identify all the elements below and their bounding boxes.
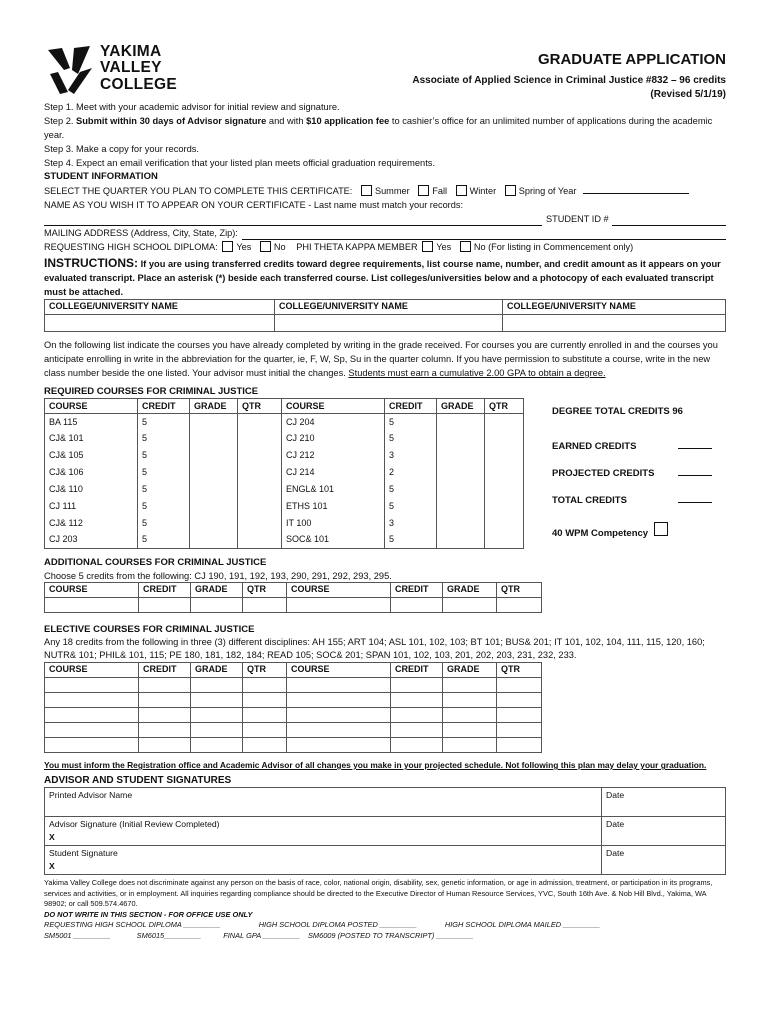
qtr-cell[interactable] [238,481,282,498]
grade-cell[interactable] [190,532,238,549]
qtr-cell[interactable] [497,693,542,708]
step-2 [44,114,726,142]
grade-instructions [44,338,726,380]
signatures-table [44,787,726,875]
credit-cell[interactable] [139,678,191,693]
earned-label: EARNED CREDITS [552,441,637,453]
course-cell[interactable] [287,693,391,708]
office-use-section [44,910,726,942]
credit-value: 5 [138,464,190,481]
winter-checkbox[interactable] [456,185,467,196]
qtr-cell[interactable] [485,431,524,448]
quarter-row [44,184,726,198]
credit-cell[interactable] [391,597,443,612]
step-3: Step 3. Make a copy for your records. [44,144,200,154]
credit-cell[interactable] [391,738,443,753]
col-header: GRADE [191,663,243,678]
grade-cell[interactable] [443,723,497,738]
col-header: GRADE [437,399,485,414]
course-cell[interactable] [287,723,391,738]
qtr-cell[interactable] [497,678,542,693]
office-field-sm6009: SM6009 (POSTED TO TRANSCRIPT) _________ [308,930,474,940]
office-field-diploma-mailed: HIGH SCHOOL DIPLOMA MAILED _________ [444,920,601,930]
grade-cell[interactable] [437,498,485,515]
date-label: Date [606,790,625,801]
degree-total-label: DEGREE TOTAL CREDITS 96 [552,406,683,418]
program-subtitle: Associate of Applied Science in Criminal Justice #832 – 96 credits [412,74,726,86]
col-header: GRADE [443,663,497,678]
col-header: CREDIT [139,663,191,678]
step-1: Step 1. Meet with your academic advisor for initial review and signature. [44,102,340,112]
wpm-checkbox[interactable] [654,522,668,536]
col-header: COURSE [287,663,391,678]
table-row [45,532,524,549]
diploma-yes-label: Yes [236,242,252,252]
fall-label: Fall [432,186,448,196]
additional-heading: ADDITIONAL COURSES FOR CRIMINAL JUSTICE [44,557,267,569]
year-field[interactable] [583,184,689,194]
col-header: COURSE [287,582,391,597]
grade-cell[interactable] [443,693,497,708]
grade-cell[interactable] [190,481,238,498]
summer-label: Summer [374,186,410,196]
instructions-heading: INSTRUCTIONS: [44,256,138,270]
logo-line-1: YAKIMA [100,43,162,60]
projected-label: PROJECTED CREDITS [552,468,655,480]
table-row [45,708,542,723]
diploma-row [44,240,726,254]
name-label: NAME AS YOU WISH IT TO APPEAR ON YOUR CERTIFICATE - Last name must match your records: [44,200,463,210]
qtr-cell[interactable] [497,738,542,753]
office-field-final-gpa: FINAL GPA _________ [223,930,300,940]
qtr-cell[interactable] [497,723,542,738]
qtr-cell[interactable] [238,414,282,431]
grade-cell[interactable] [190,498,238,515]
total-field[interactable] [678,502,712,503]
ptk-no-checkbox[interactable] [460,241,471,252]
signature-x-mark: X [49,861,55,872]
gpa-requirement: Students must earn a cumulative 2.00 GPA to obtain a degree. [348,368,606,378]
credit-cell[interactable] [139,738,191,753]
table-row [45,693,542,708]
col-header: COURSE [45,663,139,678]
college-header-2: COLLEGE/UNIVERSITY NAME [275,300,503,315]
qtr-cell[interactable] [485,481,524,498]
student-signature-field[interactable] [45,846,602,875]
grade-cell[interactable] [437,414,485,431]
course-name: ENGL& 101 [282,481,385,498]
col-header: CREDIT [385,399,437,414]
elective-text: Any 18 credits from the following in three (3) different disciplines: AH 155; ART 104; ASL 101, 102, 103; BT 101; BUS& 201; IT 101, 102, 104, 111, 115, 120, 160; NUTR& 101; PHIL& 101, 115; PE 180, 181, 182, 184; READ 105; SOC& 201; SPAN 101, 102, 103, 201, 202, 203, 231, 232, 233. [44,637,705,661]
earned-field[interactable] [678,448,712,449]
qtr-cell[interactable] [485,515,524,532]
course-name: CJ 203 [45,532,138,549]
col-header: CREDIT [139,582,191,597]
college-header-3: COLLEGE/UNIVERSITY NAME [503,300,726,315]
required-header-row [45,399,524,414]
course-cell[interactable] [287,597,391,612]
credit-value: 5 [385,498,437,515]
qtr-cell[interactable] [485,498,524,515]
student-id-label: STUDENT ID # [546,214,609,224]
mailing-field[interactable] [242,230,726,240]
college-logo [44,44,177,96]
wpm-label: 40 WPM Competency [552,528,649,540]
required-courses-table [44,398,524,549]
name-id-row [44,212,726,226]
date-field[interactable] [602,788,726,817]
col-header: QTR [497,582,542,597]
qtr-cell[interactable] [238,464,282,481]
qtr-cell[interactable] [485,414,524,431]
wpm-row [552,522,726,549]
summer-checkbox[interactable] [361,185,372,196]
steps-list [44,100,726,170]
revised-date: (Revised 5/1/19) [650,88,726,100]
college-table [44,299,726,332]
grade-cell[interactable] [191,738,243,753]
credit-value: 5 [385,481,437,498]
col-header: GRADE [443,582,497,597]
ptk-label: PHI THETA KAPPA MEMBER [296,242,418,252]
office-use-heading: DO NOT WRITE IN THIS SECTION - FOR OFFICE USE ONLY [44,909,253,919]
course-name: CJ 204 [282,414,385,431]
table-row [45,678,542,693]
col-header: GRADE [190,399,238,414]
office-row-2 [44,931,726,942]
credit-value: 5 [138,498,190,515]
ptk-yes-label: Yes [436,242,452,252]
date-field[interactable] [602,817,726,846]
name-field[interactable] [44,216,542,226]
date-field[interactable] [602,846,726,875]
credit-cell[interactable] [139,723,191,738]
grade-cell[interactable] [443,738,497,753]
col-header: QTR [243,582,287,597]
col-header: COURSE [45,399,138,414]
signature-x-mark: X [49,832,55,843]
total-row [552,495,726,522]
qtr-cell[interactable] [243,738,287,753]
college-cell-1[interactable] [45,315,275,332]
grade-cell[interactable] [190,464,238,481]
qtr-cell[interactable] [243,693,287,708]
qtr-cell[interactable] [497,708,542,723]
projected-row [552,468,726,495]
credit-value: 5 [385,532,437,549]
qtr-cell[interactable] [485,464,524,481]
date-label: Date [606,848,625,859]
diploma-label: REQUESTING HIGH SCHOOL DIPLOMA: [44,242,218,252]
course-name: IT 100 [282,515,385,532]
course-cell[interactable] [287,678,391,693]
col-header: COURSE [45,582,139,597]
student-id-field[interactable] [612,216,726,226]
diploma-no-checkbox[interactable] [260,241,271,252]
col-header: GRADE [191,582,243,597]
grade-cell[interactable] [443,597,497,612]
degree-total-row [552,406,726,433]
course-cell[interactable] [45,738,139,753]
credit-value: 5 [138,414,190,431]
grade-cell[interactable] [190,448,238,465]
additional-text: Choose 5 credits from the following: CJ 190, 191, 192, 193, 290, 291, 292, 293, 295. [44,570,392,581]
course-name: CJ& 112 [45,515,138,532]
table-row [45,498,524,515]
college-cell-3[interactable] [503,315,726,332]
table-row [45,464,524,481]
credit-value: 2 [385,464,437,481]
total-label: TOTAL CREDITS [552,495,627,507]
logo-line-3: COLLEGE [100,75,178,93]
course-cell[interactable] [287,738,391,753]
course-name: CJ& 106 [45,464,138,481]
table-row [45,738,542,753]
fall-checkbox[interactable] [418,185,429,196]
quarter-label: SELECT THE QUARTER YOU PLAN TO COMPLETE THIS CERTIFICATE: [44,186,353,196]
course-name: CJ 214 [282,464,385,481]
qtr-cell[interactable] [238,532,282,549]
student-information [44,170,726,254]
credit-cell[interactable] [391,693,443,708]
grade-instructions-text: On the following list indicate the courses you have already completed by writing in the grade received. For courses you are currently enrolled in and the courses you anticipate enrolling in write in the abbreviation for the quarter, ie, F, W, Sp, Su in the quarter column. If you have permission to substitute a course, write in the new class number beside the one listed. Your advisor must initial the changes. [44,340,718,378]
course-name: CJ& 105 [45,448,138,465]
signatures-heading: ADVISOR AND STUDENT SIGNATURES [44,775,232,787]
college-cell-2[interactable] [275,315,503,332]
step-2-mid: and with [266,116,307,126]
credit-cell[interactable] [391,678,443,693]
credit-cell[interactable] [391,723,443,738]
office-field-sm5001: SM5001 _________ [44,930,111,940]
qtr-cell[interactable] [243,678,287,693]
col-header: QTR [238,399,282,414]
credit-value: 5 [138,431,190,448]
diploma-no-label: No [273,242,286,252]
instructions-text: If you are using transferred credits toward degree requirements, list course name, number, and credit amount as it appears on your evaluated transcript. Place an asterisk (*) beside each transferred course. List colleges/universities below and a photocopy of each evaluated transcript must be attached. [44,259,721,297]
grade-cell[interactable] [437,515,485,532]
advisor-signature-field[interactable] [45,817,602,846]
credit-cell[interactable] [139,693,191,708]
grade-cell[interactable] [191,693,243,708]
logo-line-2: VALLEY [100,59,162,77]
ptk-yes-checkbox[interactable] [422,241,433,252]
header [44,0,726,100]
grade-cell[interactable] [437,431,485,448]
qtr-cell[interactable] [238,515,282,532]
earned-row [552,441,726,468]
office-field-sm6015: SM6015_________ [136,930,202,940]
credit-cell[interactable] [391,708,443,723]
notice-text: You must inform the Registration office and Academic Advisor of all changes you make in your projected schedule. Not following this plan may delay your graduation. [44,760,707,771]
grade-cell[interactable] [443,708,497,723]
credit-value: 3 [385,448,437,465]
step-2-bold-1: Submit within 30 days of Advisor signature [76,116,267,126]
qtr-cell[interactable] [485,532,524,549]
grade-cell[interactable] [437,464,485,481]
student-signature-label: Student Signature [49,848,118,859]
grade-cell[interactable] [190,431,238,448]
qtr-cell[interactable] [243,597,287,612]
credit-cell[interactable] [139,708,191,723]
course-cell[interactable] [45,597,139,612]
table-row [45,431,524,448]
col-header: QTR [485,399,524,414]
elective-heading: ELECTIVE COURSES FOR CRIMINAL JUSTICE [44,623,255,635]
course-name: SOC& 101 [282,532,385,549]
credit-cell[interactable] [139,597,191,612]
credit-value: 5 [385,431,437,448]
instructions [44,256,726,299]
step-2-suffix: to cashier’s office for an unlimited number of applications during the academic year. [44,116,713,140]
spring-checkbox[interactable] [505,185,516,196]
grade-cell[interactable] [443,678,497,693]
grade-cell[interactable] [437,448,485,465]
office-field-diploma-request: REQUESTING HIGH SCHOOL DIPLOMA _________ [44,920,221,930]
course-name: BA 115 [45,414,138,431]
step-2-prefix: Step 2. [44,116,77,126]
col-header: CREDIT [391,582,443,597]
credit-value: 5 [138,448,190,465]
printed-advisor-label: Printed Advisor Name [49,790,133,801]
ptk-no-label: No (For listing in Commencement only) [473,242,634,252]
advisor-signature-label: Advisor Signature (Initial Review Completed) [49,819,220,830]
elective-table [44,662,542,753]
date-label: Date [606,819,625,830]
step-2-bold-2: $10 application fee [306,116,390,126]
table-row [45,515,524,532]
course-name: CJ 111 [45,498,138,515]
credit-value: 3 [385,515,437,532]
table-row [45,448,524,465]
table-row [45,481,524,498]
grade-cell[interactable] [437,532,485,549]
mailing-label: MAILING ADDRESS (Address, City, State, Zip): [44,228,238,238]
table-row [45,414,524,431]
col-header: QTR [497,663,542,678]
credit-value: 5 [385,414,437,431]
required-section [44,398,726,549]
course-name: CJ& 101 [45,431,138,448]
qtr-cell[interactable] [243,708,287,723]
college-header-1: COLLEGE/UNIVERSITY NAME [45,300,275,315]
required-heading: REQUIRED COURSES FOR CRIMINAL JUSTICE [44,386,259,397]
table-row [45,597,542,612]
col-header: QTR [243,663,287,678]
credits-summary [524,398,726,549]
page-title: GRADUATE APPLICATION [537,51,726,68]
grade-cell[interactable] [190,515,238,532]
additional-table [44,582,542,613]
winter-label: Winter [469,186,497,196]
projected-field[interactable] [678,475,712,476]
diploma-yes-checkbox[interactable] [222,241,233,252]
course-cell[interactable] [45,708,139,723]
course-name: ETHS 101 [282,498,385,515]
qtr-cell[interactable] [243,723,287,738]
col-header: COURSE [282,399,385,414]
student-info-heading: STUDENT INFORMATION [44,171,158,182]
grade-cell[interactable] [191,678,243,693]
qtr-cell[interactable] [497,597,542,612]
office-field-diploma-posted: HIGH SCHOOL DIPLOMA POSTED _________ [258,920,417,930]
grade-cell[interactable] [191,723,243,738]
mailing-row [44,226,726,240]
col-header: CREDIT [391,663,443,678]
credit-value: 5 [138,532,190,549]
qtr-cell[interactable] [485,448,524,465]
step-4: Step 4. Expect an email verification that your listed plan meets official graduation requirements. [44,158,436,168]
yvc-emblem-icon [44,44,96,96]
qtr-cell[interactable] [238,498,282,515]
course-name: CJ 210 [282,431,385,448]
grade-cell[interactable] [191,708,243,723]
col-header: CREDIT [138,399,190,414]
nondiscrimination-statement: Yakima Valley College does not discriminate against any person on the basis of race, color, national origin, disability, sex, genetic information, or age in admission, treatment, or participation in its programs, services and activities, or in employment. All inquiries regarding compliance should be directed to the Executive Director of Human Resource Services, YVC, South 16th Ave. & Nob Hill Blvd., Yakima, WA 98902; or call 509.574.4670. [44,878,713,909]
course-cell[interactable] [45,693,139,708]
spring-year-label: Spring of Year [518,186,577,196]
course-name: CJ 212 [282,448,385,465]
qtr-cell[interactable] [238,431,282,448]
grade-cell[interactable] [191,597,243,612]
credit-value: 5 [138,481,190,498]
credit-value: 5 [138,515,190,532]
course-cell[interactable] [287,708,391,723]
qtr-cell[interactable] [238,448,282,465]
course-cell[interactable] [45,723,139,738]
grade-cell[interactable] [190,414,238,431]
office-row-1 [44,920,726,931]
table-row [45,723,542,738]
printed-advisor-field[interactable] [45,788,602,817]
grade-cell[interactable] [437,481,485,498]
course-name: CJ& 110 [45,481,138,498]
course-cell[interactable] [45,678,139,693]
